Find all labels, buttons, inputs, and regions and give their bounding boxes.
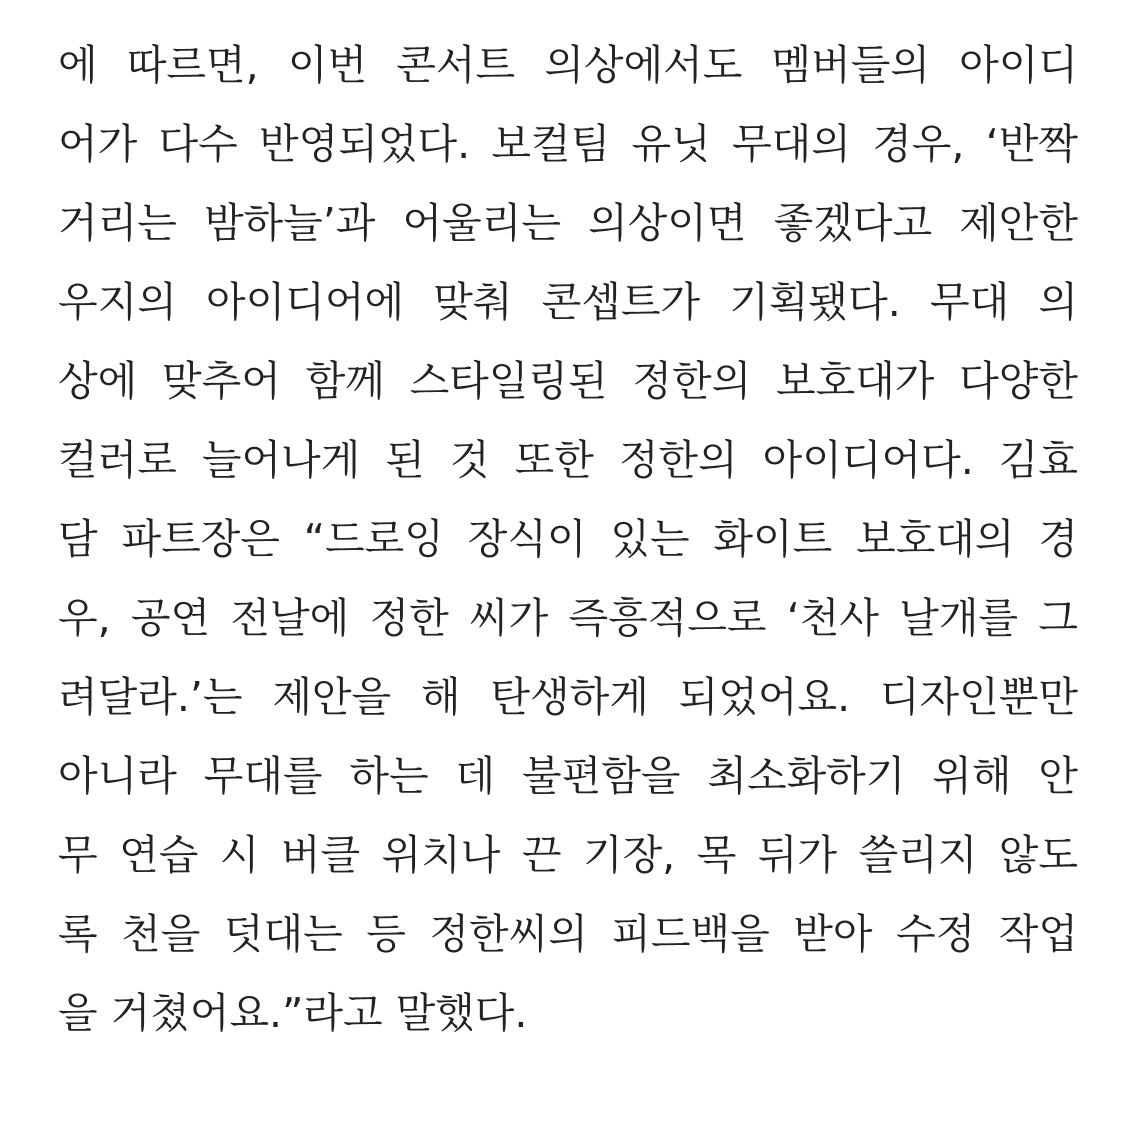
text-line: 담 파트장은 “드로잉 장식이 있는 화이트 보호대의 경 [58,515,1078,563]
text-line: 려달라.’는 제안을 해 탄생하게 되었어요. 디자인뿐만 [58,673,1078,721]
text-line: 록 천을 덧대는 등 정한씨의 피드백을 받아 수정 작업 [58,910,1078,958]
text-line: 을 거쳤어요.”라고 말했다. [58,989,528,1037]
text-line: 아니라 무대를 하는 데 불편함을 최소화하기 위해 안 [58,752,1078,800]
text-line: 무 연습 시 버클 위치나 끈 기장, 목 뒤가 쓸리지 않도 [58,831,1078,879]
text-line: 우, 공연 전날에 정한 씨가 즉흥적으로 ‘천사 날개를 그 [58,594,1078,642]
text-line: 에 따르면, 이번 콘서트 의상에서도 멤버들의 아이디 [58,41,1078,89]
text-line: 거리는 밤하늘’과 어울리는 의상이면 좋겠다고 제안한 [58,199,1078,247]
text-line: 우지의 아이디어에 맞춰 콘셉트가 기획됐다. 무대 의 [58,278,1078,326]
text-line: 어가 다수 반영되었다. 보컬팀 유닛 무대의 경우, ‘반짝 [58,120,1078,168]
text-line: 상에 맞추어 함께 스타일링된 정한의 보호대가 다양한 [58,357,1078,405]
article-body [58,0,1078,1053]
text-line: 컬러로 늘어나게 된 것 또한 정한의 아이디어다. 김효 [58,436,1078,484]
